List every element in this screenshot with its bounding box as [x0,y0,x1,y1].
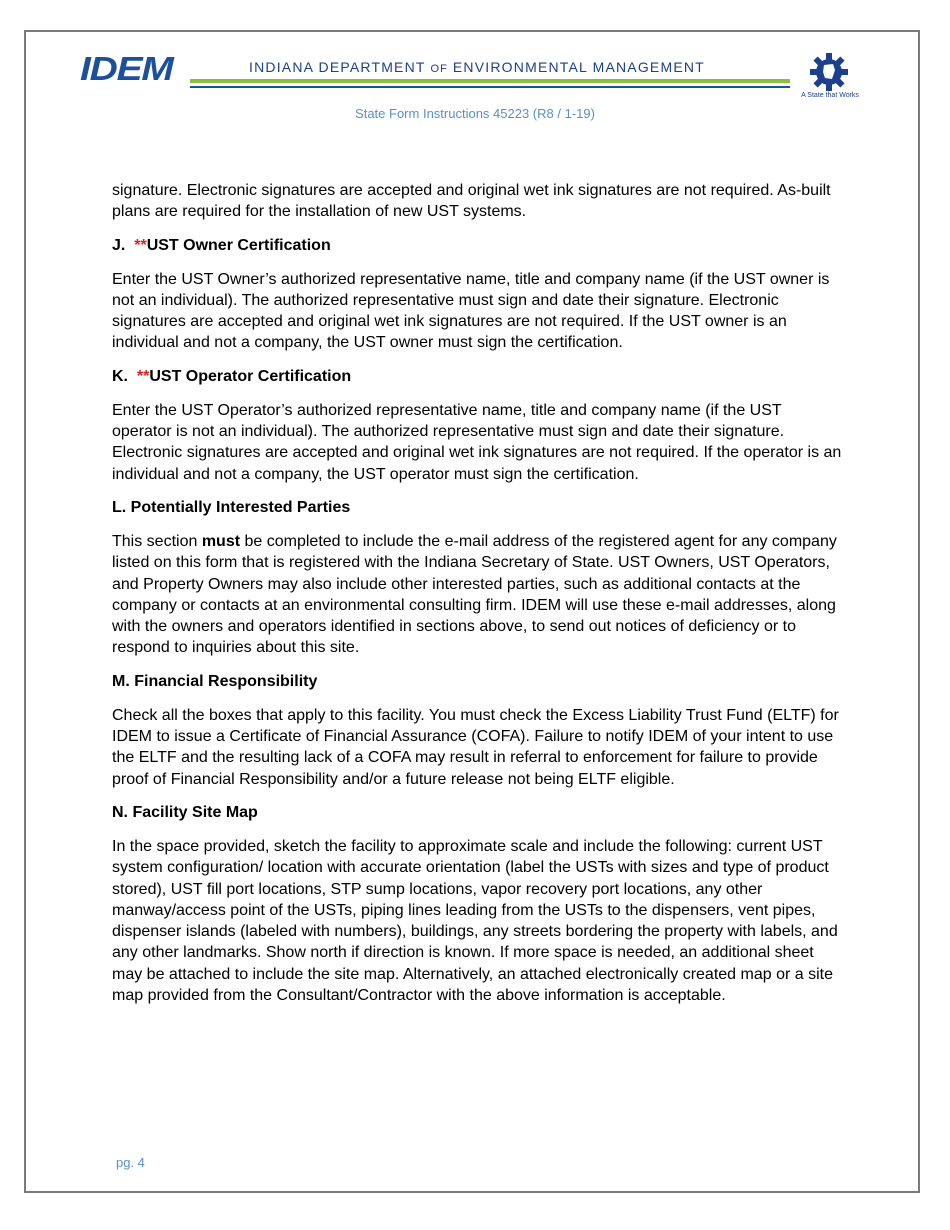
dept-word-1: INDIANA DEPARTMENT [249,59,426,75]
document-body [112,180,842,1018]
required-mark: ** [134,236,147,254]
section-k-heading [112,366,842,387]
section-j-letter: J. [112,236,126,254]
department-name [249,59,705,75]
section-k-letter: K. [112,367,128,385]
header-rule-blue [190,86,790,88]
section-l-body [112,531,842,659]
dept-word-2: OF [430,63,448,75]
section-k-title: UST Operator Certification [149,367,352,385]
header-rule-green [190,79,790,83]
required-mark: ** [136,367,150,385]
section-j-body: Enter the UST Owner’s authorized representative name, title and company name (if the UST owner is not an individual). The authorized representative must sign and date their signature. Electronic signatures are accepted and original wet ink signatures are not required. If the UST owner is an individual and not a company, the UST owner must sign the certification. [112,270,830,352]
section-l-body-start: This section [112,532,202,550]
page-number: pg. 4 [116,1155,145,1170]
section-j-title: UST Owner Certification [146,236,331,254]
intro-paragraph: signature. Electronic signatures are accepted and original wet ink signatures are not required. As-built plans are required for the installation of new UST systems. [112,182,831,221]
section-m-body: Check all the boxes that apply to this facility. You must check the Excess Liability Trust Fund (ELTF) for IDEM to issue a Certificate of Financial Assurance (COFA). Failure to notify IDEM of your intent to use the ELTF and the resulting lack of a COFA may result in referral to enforcement for failure to provide proof of Financial Responsibility and/or a future release not being ELTF eligible. [112,706,839,788]
section-m-heading: M. Financial Responsibility [112,672,318,690]
section-k-body: Enter the UST Operator’s authorized representative name, title and company name (if the UST operator is not an individual). The authorized representative must sign and date their signature. Electronic signatures are accepted and original wet ink signatures are not required. If the operator is an individual and not a company, the UST operator must sign the certification. [112,401,842,483]
section-n-body: In the space provided, sketch the facility to approximate scale and include the following: current UST system configuration/ location with accurate orientation (label the USTs with sizes and type of product stored), UST fill port locations, STP sump locations, vapor recovery port locations, any other manway/access point of the USTs, piping lines leading from the USTs to the dispensers, vent pipes, dispenser islands (labeled with numbers), buildings, any streets bordering the property with labels, and any other landmarks. Show north if direction is known. If more space is needed, an additional sheet may be attached to include the site map. Alternatively, an attached electronically created map or a site map provided from the Consultant/Contractor with the above information is acceptable. [112,837,838,1005]
form-id: State Form Instructions 45223 (R8 / 1-19) [355,106,595,121]
section-l-heading: L. Potentially Interested Parties [112,498,351,516]
section-j-heading [112,235,842,256]
dept-word-3: ENVIRONMENTAL MANAGEMENT [452,59,705,75]
idem-logo: IDEM [80,50,173,87]
section-l-emphasis: must [201,532,241,550]
badge-caption: A State that Works [801,92,859,99]
section-l-body-rest: be completed to include the e-mail address of the registered agent for any company listed on this form that is registered with the Indiana Secretary of State. UST Owners, UST Operators, and Property Owners may also include other interested parties, such as additional contacts at the company or contacts at an environmental consulting firm. IDEM will use these e-mail addresses, along with the owners and operators identified in sections above, to send out notices of deficiency or to respond to inquiries about this site. [112,532,837,657]
section-n-heading: N. Facility Site Map [112,803,258,821]
